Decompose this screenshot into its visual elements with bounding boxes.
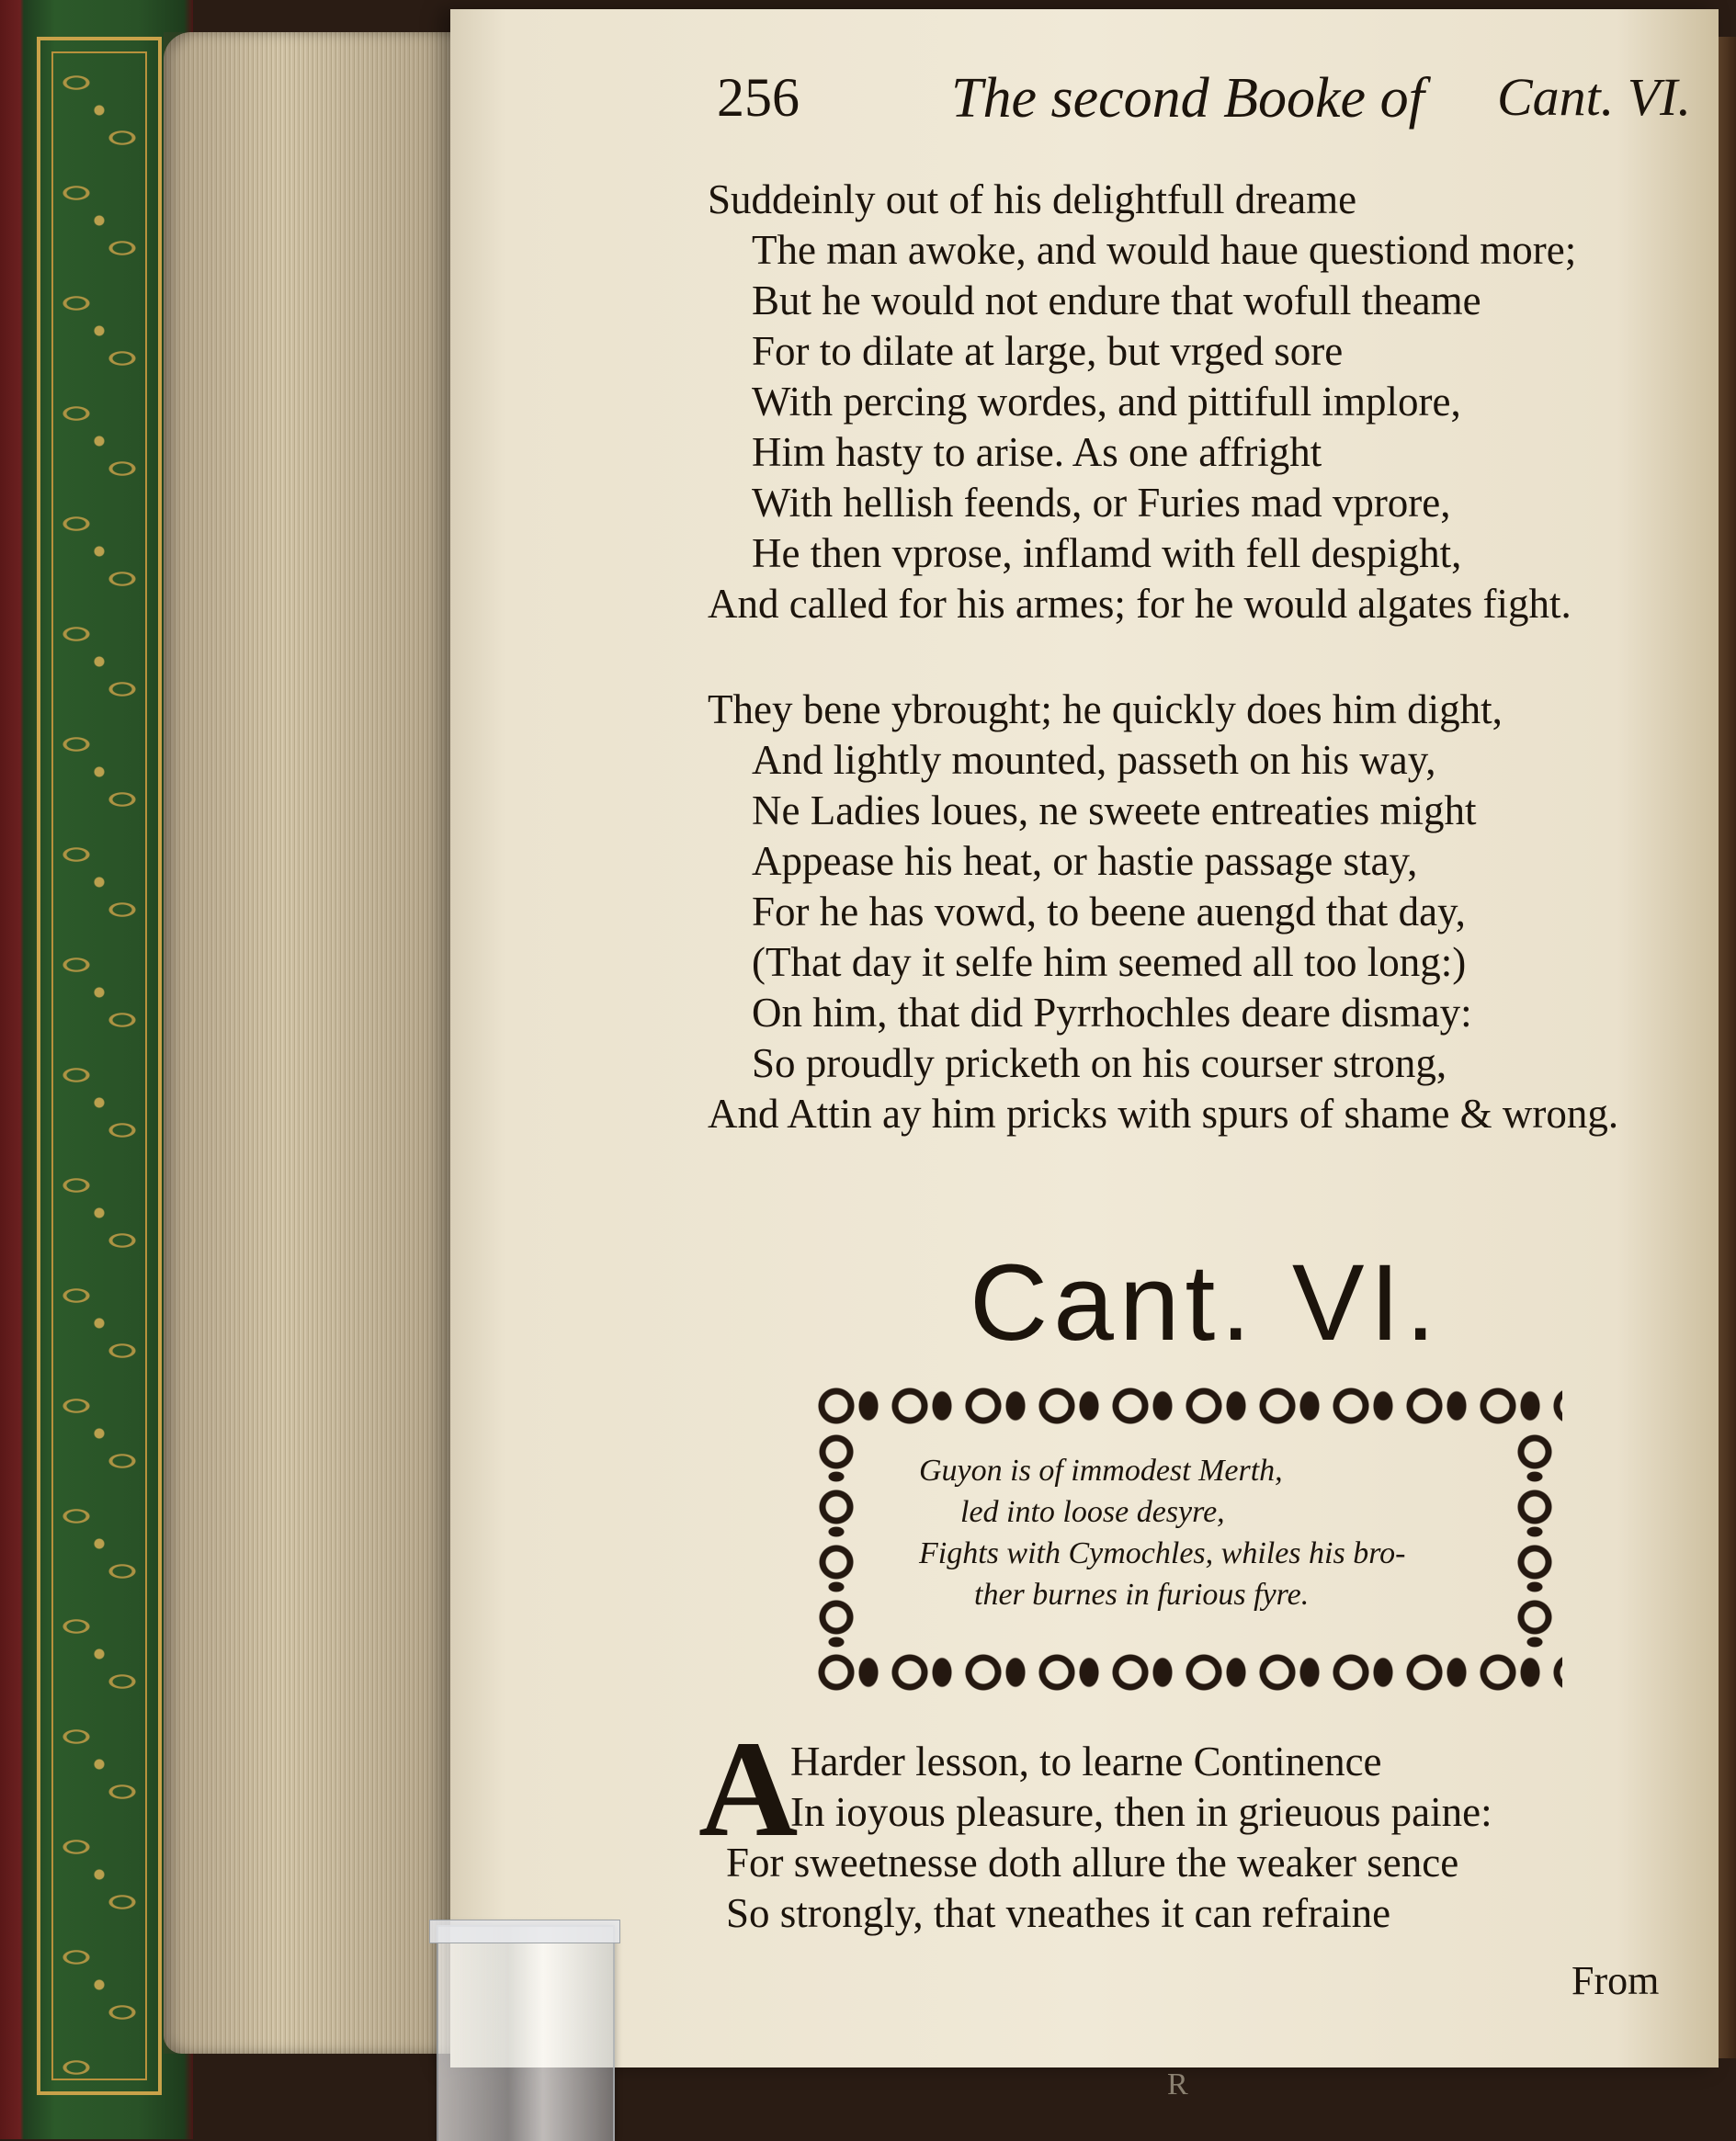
verse-line: The man awoke, and would haue questiond more; bbox=[752, 227, 1577, 273]
page-header bbox=[717, 66, 1691, 149]
gilt-vine-ornament bbox=[53, 55, 145, 2077]
verse-line: But he would not endure that wofull theame bbox=[752, 278, 1481, 323]
catchword: From bbox=[1571, 1958, 1660, 2003]
verse-line: And called for his armes; for he would algates fight. bbox=[708, 581, 1571, 627]
bottom-ornament-band bbox=[809, 1645, 1562, 1700]
right-ornament-band bbox=[1507, 1429, 1562, 1649]
stanza-1 bbox=[708, 175, 1700, 629]
verse-line: (That day it selfe him seemed all too long:) bbox=[752, 939, 1467, 985]
top-ornament-band bbox=[809, 1378, 1562, 1433]
argument-cartouche bbox=[809, 1378, 1562, 1700]
verse-line: Ne Ladies loues, ne sweete entreaties might bbox=[752, 787, 1477, 833]
verse-line: Him hasty to arise. As one affright bbox=[752, 429, 1322, 475]
canto-title: Cant. VI. bbox=[970, 1242, 1442, 1364]
page-weight-clip bbox=[437, 1925, 615, 2141]
argument-line: led into loose desyre, bbox=[960, 1495, 1225, 1529]
verse-line: And lightly mounted, passeth on his way, bbox=[752, 737, 1436, 783]
verse-line: For to dilate at large, but vrged sore bbox=[752, 328, 1344, 374]
verse-line: In ioyous pleasure, then in grieuous paine: bbox=[790, 1789, 1492, 1835]
page-block-edge bbox=[164, 32, 458, 2054]
verse-line: Harder lesson, to learne Continence bbox=[790, 1739, 1382, 1784]
verse-line: On him, that did Pyrrhochles deare dismay: bbox=[752, 990, 1472, 1036]
canto-argument bbox=[919, 1450, 1470, 1615]
opening-stanza bbox=[698, 1713, 1691, 1939]
verse-line: And Attin ay him pricks with spurs of shame & wrong. bbox=[708, 1091, 1619, 1137]
argument-line: ther burnes in furious fyre. bbox=[974, 1578, 1310, 1612]
canto-reference: Cant. VI. bbox=[1496, 67, 1691, 127]
verse-line: With percing wordes, and pittifull implore, bbox=[752, 379, 1461, 425]
argument-line: Fights with Cymochles, whiles his bro- bbox=[919, 1536, 1406, 1570]
verse-line: He then vprose, inflamd with fell despight, bbox=[752, 530, 1462, 576]
verse-line: For sweetnesse doth allure the weaker sence bbox=[726, 1840, 1459, 1886]
verse-line: With hellish feends, or Furies mad vprore, bbox=[752, 480, 1451, 526]
verse-line: They bene ybrought; he quickly does him dight, bbox=[708, 686, 1503, 732]
drop-cap: A bbox=[698, 1713, 799, 1865]
running-title: The second Booke of bbox=[951, 67, 1424, 130]
stanza-2 bbox=[708, 685, 1700, 1139]
verse-line: For he has vowd, to beene auengd that day, bbox=[752, 889, 1466, 935]
signature-mark: R bbox=[1167, 2067, 1188, 2101]
verse-line: Appease his heat, or hastie passage stay, bbox=[752, 838, 1418, 884]
verse-line: So proudly pricketh on his courser strong, bbox=[752, 1040, 1447, 1086]
verse-line: So strongly, that vneathes it can refraine bbox=[726, 1890, 1391, 1936]
argument-line: Guyon is of immodest Merth, bbox=[919, 1454, 1283, 1488]
page-number: 256 bbox=[717, 67, 800, 128]
verse-line: Suddeinly out of his delightfull dreame bbox=[708, 176, 1357, 222]
left-ornament-band bbox=[809, 1429, 864, 1649]
